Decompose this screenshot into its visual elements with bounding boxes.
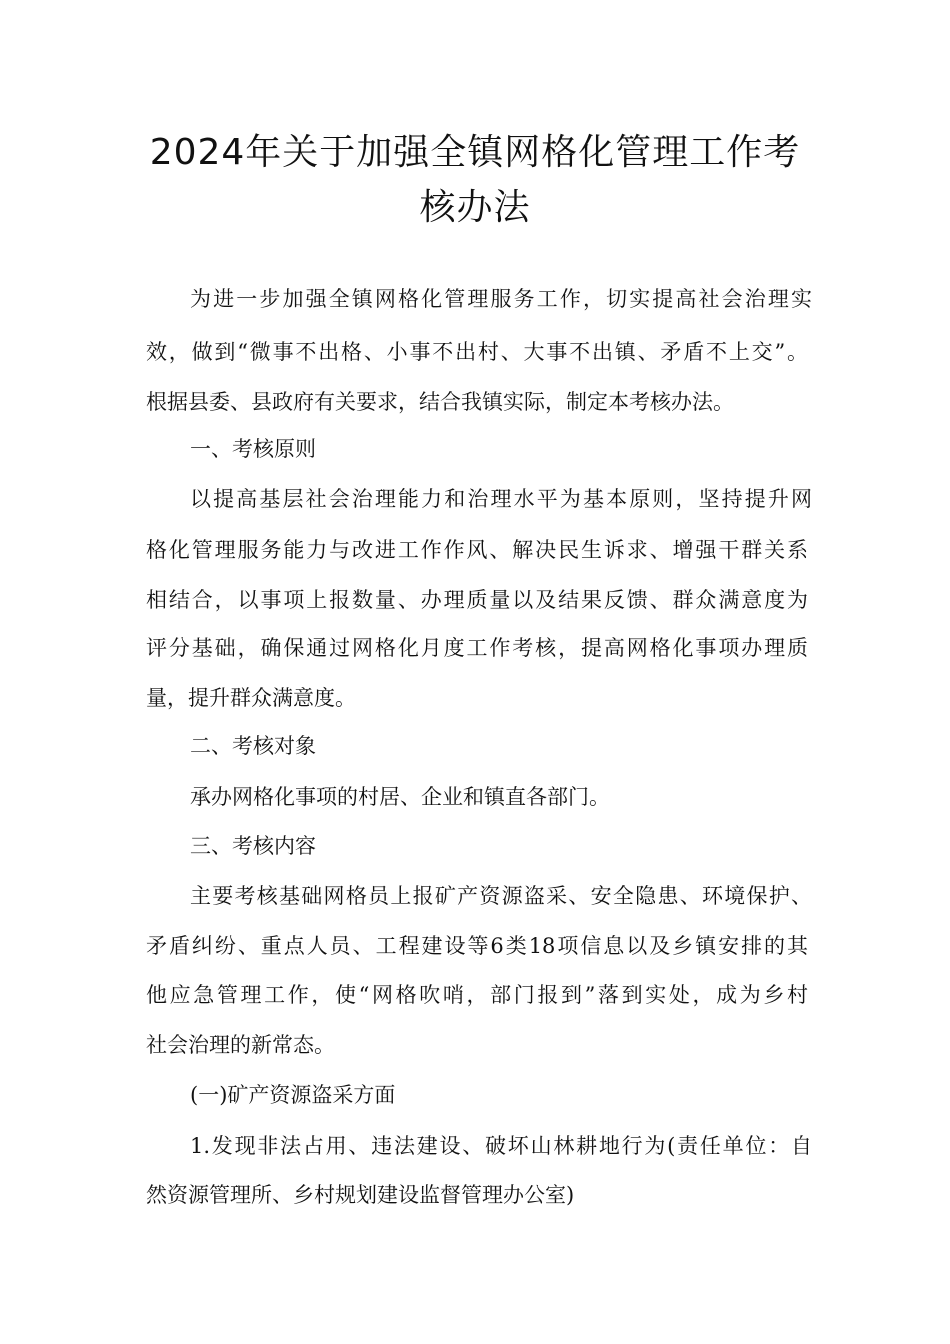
paragraph-line: 根据县委、县政府有关要求，结合我镇实际，制定本考核办法。 (146, 390, 734, 414)
paragraph-line: 以提高基层社会治理能力和治理水平为基本原则，坚持提升网 (190, 487, 812, 511)
document-title-line-1: 2024年关于加强全镇网格化管理工作考 (149, 132, 801, 173)
paragraph-line: 1.发现非法占用、违法建设、破坏山林耕地行为(责任单位：自 (190, 1134, 812, 1158)
paragraph-line: 矛盾纠纷、重点人员、工程建设等6类18项信息以及乡镇安排的其 (146, 934, 808, 958)
paragraph-line: 格化管理服务能力与改进工作作风、解决民生诉求、增强干群关系 (146, 538, 808, 562)
paragraph-line: 主要考核基础网格员上报矿产资源盗采、安全隐患、环境保护、 (190, 884, 812, 908)
section-heading: 二、考核对象 (190, 734, 316, 758)
subsection-heading: (一)矿产资源盗采方面 (190, 1083, 396, 1107)
paragraph-line: 承办网格化事项的村居、企业和镇直各部门。 (190, 785, 610, 809)
paragraph-line: 相结合，以事项上报数量、办理质量以及结果反馈、群众满意度为 (146, 588, 808, 612)
section-heading: 三、考核内容 (190, 834, 316, 858)
paragraph-line: 社会治理的新常态。 (146, 1033, 335, 1057)
paragraph-line: 他应急管理工作，使“网格吹哨，部门报到”落到实处，成为乡村 (146, 983, 808, 1007)
paragraph-line: 为进一步加强全镇网格化管理服务工作，切实提高社会治理实 (190, 287, 812, 311)
document-title-line-2: 核办法 (419, 187, 531, 228)
paragraph-line: 量，提升群众满意度。 (146, 686, 356, 710)
paragraph-line: 评分基础，确保通过网格化月度工作考核，提高网格化事项办理质 (146, 636, 808, 660)
paragraph-line: 然资源管理所、乡村规划建设监督管理办公室) (146, 1183, 575, 1207)
section-heading: 一、考核原则 (190, 437, 316, 461)
paragraph-line: 效，做到“微事不出格、小事不出村、大事不出镇、矛盾不上交”。 (146, 340, 808, 364)
